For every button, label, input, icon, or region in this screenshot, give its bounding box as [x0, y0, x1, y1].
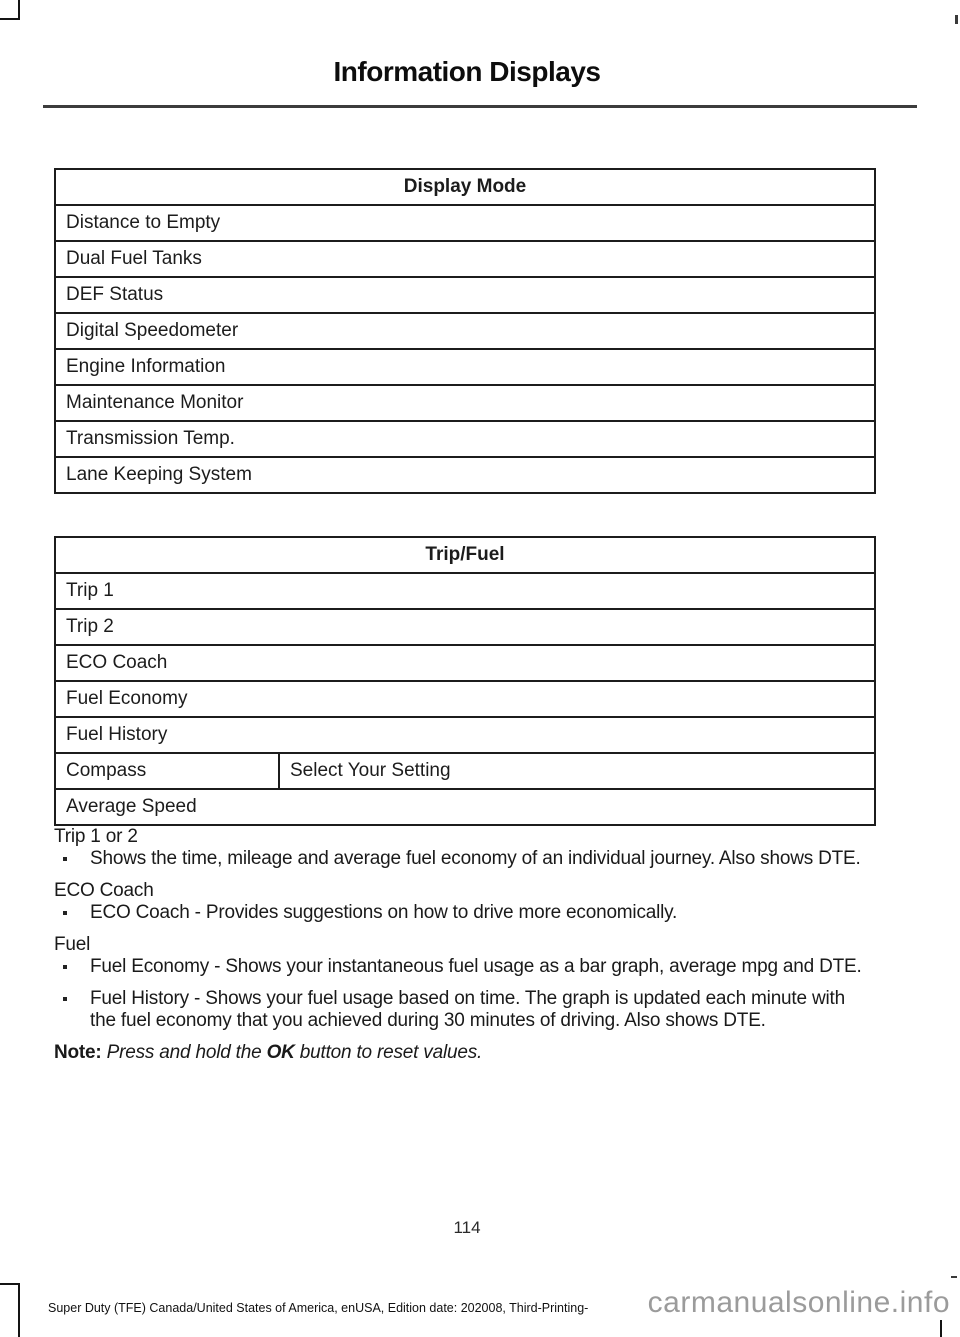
table-header-row: [55, 537, 875, 573]
page-number: 114: [453, 1218, 481, 1237]
table-row: [55, 717, 875, 753]
note-ok-button-ref: OK: [266, 1042, 295, 1063]
display-mode-table: [54, 168, 876, 494]
bullet-icon: [54, 988, 90, 1032]
bullet-icon: [54, 956, 90, 978]
crop-mark-bottom-right-tick: [951, 1276, 957, 1278]
table-row: [55, 349, 875, 385]
crop-mark-top-right: [955, 15, 958, 24]
crop-mark-bottom-left: [0, 1283, 20, 1337]
table-cell: Digital Speedometer: [55, 313, 875, 349]
table-cell: Dual Fuel Tanks: [55, 241, 875, 277]
table-cell: Transmission Temp.: [55, 421, 875, 457]
watermark: carmanualsonline.info: [647, 1286, 950, 1319]
bullet-icon: [54, 848, 90, 870]
table-row: [55, 681, 875, 717]
title-divider: [43, 105, 917, 108]
table-cell: Trip 1: [55, 573, 875, 609]
section-heading: ECO Coach: [54, 880, 154, 901]
table-row: [55, 385, 875, 421]
page-title: Information Displays: [333, 56, 601, 87]
bullet-item: [54, 848, 866, 870]
note: [54, 1042, 866, 1064]
footer-text: Super Duty (TFE) Canada/United States of America, enUSA, Edition date: 202008, Third-Printing-: [48, 1301, 589, 1315]
table-row: [55, 205, 875, 241]
table-cell: Lane Keeping System: [55, 457, 875, 493]
table-cell: Compass: [55, 753, 279, 789]
table-row: [55, 313, 875, 349]
table-cell: DEF Status: [55, 277, 875, 313]
table-row: [55, 645, 875, 681]
bullet-text: ECO Coach - Provides suggestions on how to drive more economically.: [90, 902, 678, 923]
table-row: [55, 277, 875, 313]
table-cell: Select Your Setting: [279, 753, 875, 789]
table-row: [55, 241, 875, 277]
table-cell: Average Speed: [55, 789, 875, 825]
crop-mark-bottom-right: [940, 1320, 942, 1337]
table-row: [55, 609, 875, 645]
table-header: Display Mode: [55, 169, 875, 205]
table-cell: Engine Information: [55, 349, 875, 385]
table-header: Trip/Fuel: [55, 537, 875, 573]
bullet-item: [54, 988, 866, 1032]
section-heading: Trip 1 or 2: [54, 826, 138, 847]
body-text: [54, 826, 866, 1064]
bullet-item: [54, 956, 866, 978]
table-cell: Fuel Economy: [55, 681, 875, 717]
table-row: [55, 457, 875, 493]
table-cell: Trip 2: [55, 609, 875, 645]
crop-mark-top-left: [0, 0, 20, 20]
table-row: [55, 753, 875, 789]
note-text: button to reset values.: [294, 1042, 483, 1063]
table-row: [55, 421, 875, 457]
table-header-row: [55, 169, 875, 205]
note-text: Press and hold the: [101, 1042, 267, 1063]
bullet-text: Fuel Economy - Shows your instantaneous fuel usage as a bar graph, average mpg and DTE.: [90, 956, 862, 977]
bullet-item: [54, 902, 866, 924]
table-row: [55, 789, 875, 825]
section-heading: Fuel: [54, 934, 91, 955]
table-cell: Distance to Empty: [55, 205, 875, 241]
table-cell: Maintenance Monitor: [55, 385, 875, 421]
bullet-text: Shows the time, mileage and average fuel economy of an individual journey. Also shows DTE.: [90, 848, 861, 869]
bullet-text: Fuel History - Shows your fuel usage based on time. The graph is updated each minute with the fuel economy that you achieved during 30 minutes of driving. Also shows DTE.: [90, 988, 845, 1031]
table-row: [55, 573, 875, 609]
table-cell: Fuel History: [55, 717, 875, 753]
trip-fuel-table: [54, 536, 876, 826]
note-label: Note:: [54, 1042, 102, 1063]
table-cell: ECO Coach: [55, 645, 875, 681]
bullet-icon: [54, 902, 90, 924]
